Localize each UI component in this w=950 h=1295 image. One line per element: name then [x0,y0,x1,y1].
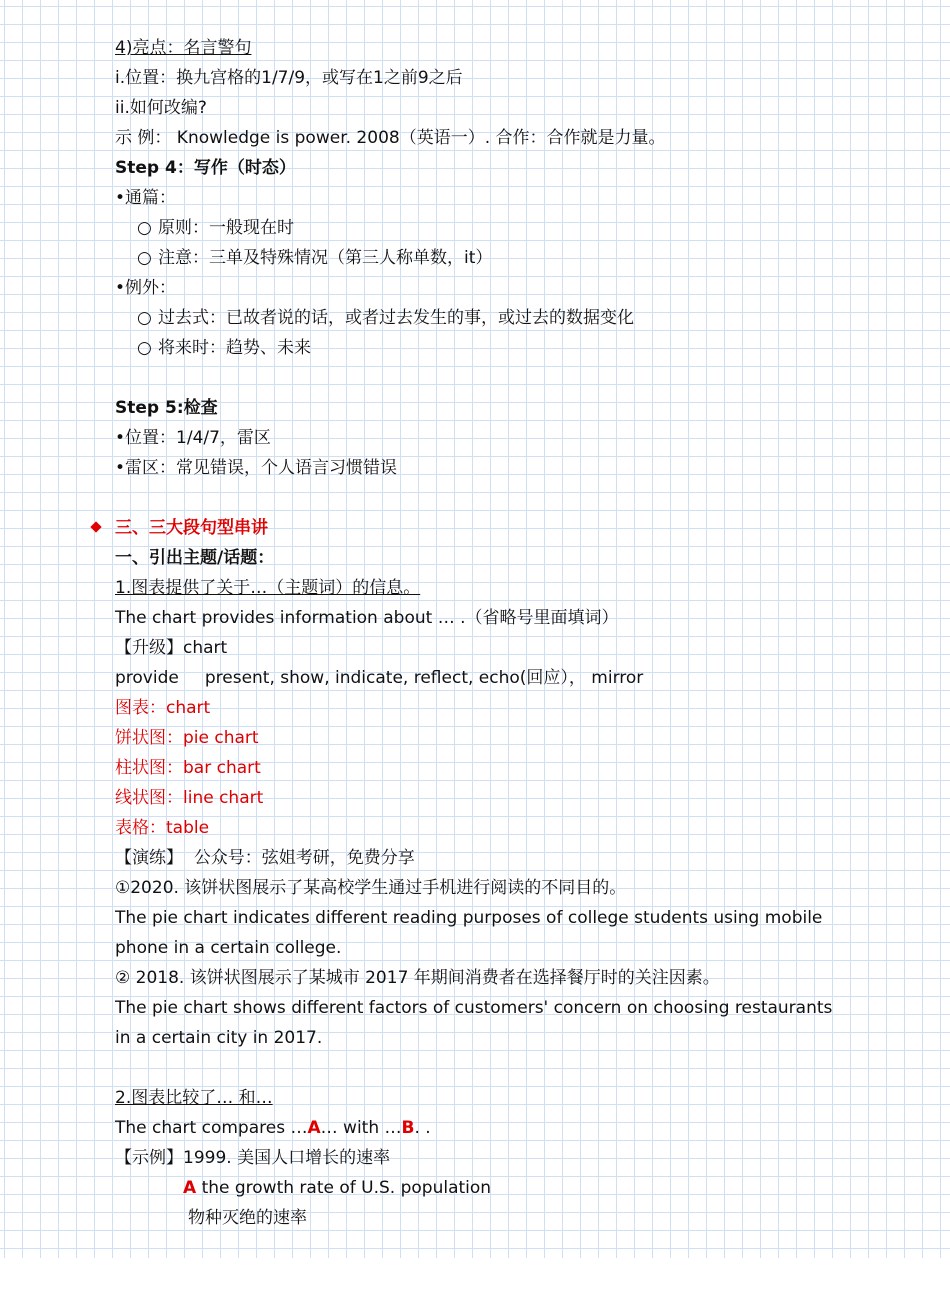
step4-whole-label: •通篇： [115,188,177,208]
example2-cn: ② 2018. 该饼状图展示了某城市 2017 年期间消费者在选择餐厅时的关注因素。 [115,968,720,988]
circle-bullet-icon: ○ [137,338,152,358]
example1-cn: ①2020. 该饼状图展示了某高校学生通过手机进行阅读的不同目的。 [115,878,627,898]
howto-question: ii.如何改编? [115,98,207,118]
diamond-bullet-icon [90,521,101,532]
circle-bullet-icon: ○ [137,308,152,328]
placeholder-a: A [307,1118,321,1138]
example2-en: The pie chart shows different factors of customers' concern on choosing restaurants in a certain city in 2017. [115,998,833,1048]
step5-title: Step 5:检查 [115,398,218,418]
example-quote: 示 例： Knowledge is power. 2008（英语一）. 合作：合作就是力量。 [115,128,666,148]
term-chart: 图表：chart [115,698,211,718]
list-item: ○ 原则：一般现在时 [115,213,845,243]
list-item: •雷区：常见错误，个人语言习惯错误 [115,458,398,478]
pattern1-sentence: The chart provides information about … .（省略号里面填词） [115,608,619,628]
synonyms-line: provide present, show, indicate, reflect, echo(回应）， mirror [115,668,644,688]
list-item: ○ 将来时：趋势、未来 [115,333,845,363]
list-item: •位置：1/4/7，雷区 [115,428,271,448]
term-table: 表格：table [115,818,210,838]
example-last-line: 物种灭绝的速率 [188,1208,307,1228]
position-note: i.位置：换九宫格的1/7/9，或写在1之前9之后 [115,68,463,88]
practice-line: 【演练】 公众号：弦姐考研，免费分享 [115,848,415,868]
term-line-chart: 线状图：line chart [115,788,264,808]
highlight-heading: 4)亮点：名言警句 [115,38,252,58]
term-bar-chart: 柱状图：bar chart [115,758,261,778]
page-bottom-margin [0,1258,950,1295]
spacer [115,1053,845,1083]
section3-title: 三、三大段句型串讲 [115,513,845,543]
placeholder-b: B [401,1118,415,1138]
term-pie-chart: 饼状图：pie chart [115,728,259,748]
spacer [115,483,845,513]
pattern2-sentence: The chart compares …A… with …B. . [115,1118,431,1138]
step4-title: Step 4：写作（时态） [115,158,296,178]
example-a-line: A the growth rate of U.S. population [183,1178,492,1198]
example1-en: The pie chart indicates different reading purposes of college students using mobile phone in a certain college. [115,908,823,958]
step4-except-label: •例外： [115,278,177,298]
document-body [115,33,845,1233]
list-item: ○ 注意：三单及特殊情况（第三人称单数，it） [115,243,845,273]
list-item: ○ 过去式：已故者说的话，或者过去发生的事，或过去的数据变化 [115,303,845,333]
label-a: A [183,1178,197,1198]
upgrade-line: 【升级】chart [115,638,228,658]
circle-bullet-icon: ○ [137,248,152,268]
spacer [115,363,845,393]
section3-subtitle: 一、引出主题/话题： [115,548,275,568]
pattern2-heading: 2.图表比较了… 和… [115,1088,273,1108]
example-1999: 【示例】1999. 美国人口增长的速率 [115,1148,391,1168]
pattern1-heading: 1.图表提供了关于…（主题词）的信息。 [115,578,421,598]
circle-bullet-icon: ○ [137,218,152,238]
